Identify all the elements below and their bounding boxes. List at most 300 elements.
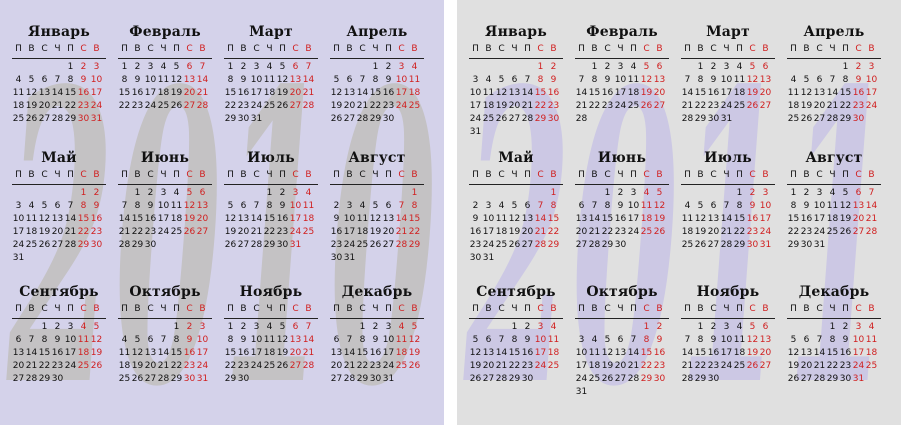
weekday-header: Ч: [372, 170, 379, 180]
day-cell: 24: [289, 227, 302, 237]
weekday-header: П: [385, 44, 392, 54]
day-cell: 19: [25, 101, 38, 111]
weekday-header: П: [790, 304, 797, 314]
day-cell: 24: [759, 227, 772, 237]
day-cell: 8: [829, 335, 836, 345]
day-cell: 23: [707, 361, 720, 371]
weekday-header-row: [118, 170, 212, 185]
day-cell: 15: [508, 348, 521, 358]
day-cell: 27: [521, 240, 534, 250]
day-cell: 3: [346, 201, 353, 211]
day-cell: 24: [720, 361, 733, 371]
day-cell: 9: [240, 335, 247, 345]
weekday-header: Ч: [829, 304, 836, 314]
weekday-header: С: [398, 304, 405, 314]
day-cell: 15: [839, 88, 852, 98]
day-cell: 17: [720, 88, 733, 98]
day-cell: 15: [38, 348, 51, 358]
day-cell: 5: [842, 188, 849, 198]
day-cell: 4: [398, 322, 405, 332]
day-cell: 18: [157, 88, 170, 98]
day-cell: 5: [411, 322, 418, 332]
day-cell: 22: [356, 361, 369, 371]
day-cell: 26: [38, 240, 51, 250]
day-cell: 23: [51, 361, 64, 371]
weekday-header: С: [359, 44, 366, 54]
weekday-header: Ч: [160, 304, 167, 314]
day-cell: 4: [411, 62, 418, 72]
day-grid: [118, 62, 212, 152]
day-cell: 3: [67, 322, 74, 332]
day-cell: 25: [157, 101, 170, 111]
day-cell: 3: [253, 322, 260, 332]
day-cell: 3: [617, 62, 624, 72]
day-cell: 23: [131, 101, 144, 111]
day-cell: 28: [250, 240, 263, 250]
day-cell: 13: [196, 201, 209, 211]
day-cell: 26: [653, 227, 666, 237]
day-cell: 22: [77, 227, 90, 237]
day-cell: 26: [601, 374, 614, 384]
day-cell: 6: [292, 322, 299, 332]
month-name: Июнь: [140, 150, 190, 166]
day-cell: 31: [196, 374, 209, 384]
day-cell: 11: [302, 201, 315, 211]
day-cell: 1: [372, 62, 379, 72]
day-cell: 1: [511, 322, 518, 332]
day-cell: 24: [627, 227, 640, 237]
weekday-header-row: [575, 170, 669, 185]
day-cell: 20: [759, 348, 772, 358]
day-cell: 10: [250, 335, 263, 345]
day-cell: 7: [121, 201, 128, 211]
day-cell: 17: [12, 227, 25, 237]
day-cell: 16: [144, 214, 157, 224]
day-cell: 21: [588, 227, 601, 237]
day-cell: 14: [302, 75, 315, 85]
weekday-header: С: [749, 44, 756, 54]
day-grid: [224, 62, 318, 152]
weekday-header: П: [684, 170, 691, 180]
day-cell: 19: [694, 227, 707, 237]
day-cell: 26: [276, 101, 289, 111]
day-cell: 31: [12, 253, 25, 263]
day-cell: 11: [733, 75, 746, 85]
day-cell: 22: [601, 227, 614, 237]
day-cell: 8: [697, 75, 704, 85]
day-cell: 4: [160, 62, 167, 72]
day-cell: 21: [51, 101, 64, 111]
weekday-header: Ч: [54, 44, 61, 54]
weekday-header: П: [173, 304, 180, 314]
day-cell: 29: [131, 240, 144, 250]
day-cell: 30: [653, 374, 666, 384]
day-cell: 12: [330, 88, 343, 98]
day-cell: 2: [803, 188, 810, 198]
day-cell: 30: [144, 240, 157, 250]
day-cell: 10: [813, 201, 826, 211]
day-cell: 6: [199, 188, 206, 198]
day-cell: 17: [720, 348, 733, 358]
day-cell: 18: [482, 101, 495, 111]
day-cell: 30: [77, 114, 90, 124]
day-cell: 26: [839, 227, 852, 237]
day-grid: [330, 62, 424, 152]
day-cell: 14: [25, 348, 38, 358]
day-cell: 19: [746, 348, 759, 358]
day-cell: 26: [746, 101, 759, 111]
day-cell: 4: [15, 75, 22, 85]
day-cell: 27: [382, 240, 395, 250]
day-cell: 9: [617, 201, 624, 211]
day-cell: 11: [408, 75, 421, 85]
day-cell: 16: [547, 88, 560, 98]
day-cell: 9: [279, 201, 286, 211]
weekday-header: В: [803, 170, 810, 180]
month-name: Июль: [704, 150, 752, 166]
day-cell: 7: [199, 62, 206, 72]
month-name: Январь: [485, 24, 547, 40]
day-cell: 27: [183, 101, 196, 111]
day-cell: 21: [813, 361, 826, 371]
day-cell: 26: [800, 114, 813, 124]
day-cell: 29: [356, 374, 369, 384]
month-name: Октябрь: [586, 284, 658, 300]
day-cell: 29: [601, 240, 614, 250]
day-cell: 19: [495, 101, 508, 111]
weekday-header: П: [15, 170, 22, 180]
day-cell: 3: [723, 62, 730, 72]
day-cell: 25: [588, 374, 601, 384]
day-cell: 26: [131, 374, 144, 384]
day-cell: 5: [790, 335, 797, 345]
day-cell: 9: [749, 201, 756, 211]
day-cell: 1: [697, 322, 704, 332]
weekday-header: П: [67, 304, 74, 314]
day-cell: 8: [134, 201, 141, 211]
weekday-header: П: [736, 170, 743, 180]
weekday-header: С: [710, 170, 717, 180]
day-cell: 30: [852, 114, 865, 124]
calendar-2011-panel: [457, 0, 901, 425]
day-cell: 27: [759, 361, 772, 371]
day-cell: 20: [330, 361, 343, 371]
day-cell: 22: [131, 227, 144, 237]
day-cell: 1: [842, 62, 849, 72]
weekday-header: Ч: [829, 44, 836, 54]
day-cell: 3: [868, 62, 875, 72]
weekday-header: В: [656, 170, 663, 180]
day-cell: 4: [591, 335, 598, 345]
day-cell: 22: [224, 101, 237, 111]
weekday-header: П: [227, 170, 234, 180]
day-cell: 7: [253, 201, 260, 211]
day-cell: 15: [640, 348, 653, 358]
day-cell: 1: [591, 62, 598, 72]
day-cell: 25: [547, 361, 560, 371]
weekday-header: Ч: [723, 44, 730, 54]
day-cell: 10: [343, 214, 356, 224]
day-cell: 12: [90, 335, 103, 345]
day-cell: 22: [118, 101, 131, 111]
day-cell: 8: [550, 201, 557, 211]
day-grid: [12, 62, 106, 152]
day-cell: 4: [266, 322, 273, 332]
day-cell: 27: [343, 114, 356, 124]
day-cell: 15: [694, 348, 707, 358]
day-cell: 3: [292, 188, 299, 198]
day-cell: 6: [54, 201, 61, 211]
weekday-header: С: [253, 170, 260, 180]
weekday-header: В: [411, 170, 418, 180]
day-cell: 2: [855, 62, 862, 72]
weekday-header: В: [697, 170, 704, 180]
day-cell: 12: [839, 201, 852, 211]
day-cell: 17: [250, 348, 263, 358]
day-cell: 6: [385, 201, 392, 211]
day-cell: 27: [51, 240, 64, 250]
day-cell: 23: [852, 101, 865, 111]
day-grid: [787, 322, 881, 412]
day-cell: 4: [643, 188, 650, 198]
day-cell: 11: [263, 75, 276, 85]
day-cell: 11: [395, 335, 408, 345]
day-cell: 26: [170, 101, 183, 111]
day-cell: 5: [803, 75, 810, 85]
day-cell: 18: [865, 348, 878, 358]
day-cell: 13: [813, 88, 826, 98]
day-cell: 2: [524, 322, 531, 332]
day-cell: 17: [865, 88, 878, 98]
day-cell: 28: [495, 374, 508, 384]
day-cell: 16: [131, 88, 144, 98]
day-cell: 12: [800, 88, 813, 98]
month-name: Октябрь: [129, 284, 201, 300]
weekday-header: В: [240, 170, 247, 180]
day-cell: 30: [51, 374, 64, 384]
day-cell: 16: [330, 227, 343, 237]
day-cell: 12: [25, 88, 38, 98]
day-cell: 12: [601, 348, 614, 358]
weekday-header: П: [524, 44, 531, 54]
day-cell: 28: [865, 227, 878, 237]
day-cell: 7: [723, 201, 730, 211]
day-cell: 22: [263, 227, 276, 237]
day-cell: 4: [359, 201, 366, 211]
day-cell: 18: [302, 214, 315, 224]
day-cell: 12: [276, 335, 289, 345]
month-name: Апрель: [346, 24, 408, 40]
weekday-header: В: [28, 304, 35, 314]
day-cell: 29: [534, 114, 547, 124]
day-cell: 30: [90, 240, 103, 250]
day-cell: 28: [302, 101, 315, 111]
weekday-header: С: [41, 44, 48, 54]
day-cell: 10: [144, 75, 157, 85]
weekday-header: В: [134, 304, 141, 314]
day-cell: 21: [250, 227, 263, 237]
day-cell: 21: [343, 361, 356, 371]
weekday-header: В: [550, 170, 557, 180]
day-cell: 9: [240, 75, 247, 85]
day-cell: 4: [80, 322, 87, 332]
day-cell: 10: [64, 335, 77, 345]
day-cell: 17: [157, 214, 170, 224]
day-cell: 25: [482, 114, 495, 124]
weekday-header: С: [398, 44, 405, 54]
weekday-header-row: [469, 170, 563, 185]
day-cell: 12: [408, 335, 421, 345]
day-cell: 14: [356, 88, 369, 98]
day-cell: 5: [227, 201, 234, 211]
day-cell: 30: [237, 374, 250, 384]
day-cell: 15: [118, 88, 131, 98]
day-cell: 28: [813, 374, 826, 384]
day-cell: 14: [720, 214, 733, 224]
day-cell: 24: [865, 101, 878, 111]
day-cell: 26: [640, 101, 653, 111]
day-cell: 5: [41, 201, 48, 211]
day-cell: 15: [547, 214, 560, 224]
day-cell: 5: [643, 62, 650, 72]
day-grid: [118, 322, 212, 412]
day-cell: 8: [591, 75, 598, 85]
day-cell: 13: [237, 214, 250, 224]
weekday-header: С: [816, 44, 823, 54]
day-cell: 15: [263, 214, 276, 224]
day-cell: 5: [697, 201, 704, 211]
day-cell: 3: [537, 322, 544, 332]
day-cell: 4: [266, 62, 273, 72]
day-cell: 16: [521, 348, 534, 358]
day-cell: 28: [25, 374, 38, 384]
day-cell: 3: [816, 188, 823, 198]
weekday-header: П: [15, 304, 22, 314]
day-cell: 19: [224, 227, 237, 237]
weekday-header-row: [12, 170, 106, 185]
day-cell: 23: [369, 361, 382, 371]
weekday-header: П: [227, 304, 234, 314]
day-cell: 5: [93, 322, 100, 332]
day-cell: 3: [93, 62, 100, 72]
weekday-header: П: [279, 304, 286, 314]
month-name: Сентябрь: [19, 284, 99, 300]
weekday-header: В: [411, 44, 418, 54]
day-cell: 2: [385, 62, 392, 72]
weekday-header-row: [330, 170, 424, 185]
day-cell: 1: [736, 188, 743, 198]
weekday-header: В: [199, 44, 206, 54]
day-cell: 28: [64, 240, 77, 250]
day-grid: [469, 322, 563, 412]
day-cell: 7: [305, 322, 312, 332]
day-cell: 13: [521, 214, 534, 224]
day-cell: 29: [224, 114, 237, 124]
day-cell: 22: [170, 361, 183, 371]
day-cell: 31: [720, 114, 733, 124]
weekday-header: П: [790, 44, 797, 54]
day-cell: 13: [653, 75, 666, 85]
day-cell: 23: [90, 227, 103, 237]
day-grid: [224, 188, 318, 278]
weekday-header: П: [67, 170, 74, 180]
day-cell: 25: [263, 361, 276, 371]
day-cell: 29: [547, 240, 560, 250]
day-cell: 8: [227, 75, 234, 85]
day-cell: 28: [395, 240, 408, 250]
day-cell: 15: [588, 88, 601, 98]
day-cell: 3: [160, 188, 167, 198]
weekday-header: П: [842, 304, 849, 314]
day-cell: 11: [157, 75, 170, 85]
weekday-header: Ч: [723, 304, 730, 314]
day-cell: 3: [630, 188, 637, 198]
day-cell: 9: [134, 75, 141, 85]
weekday-header: В: [485, 44, 492, 54]
day-cell: 29: [170, 374, 183, 384]
weekday-header: С: [537, 170, 544, 180]
day-cell: 5: [134, 335, 141, 345]
day-cell: 6: [240, 201, 247, 211]
weekday-header: Ч: [54, 170, 61, 180]
weekday-header-row: [118, 44, 212, 59]
day-cell: 22: [224, 361, 237, 371]
weekday-header: В: [305, 170, 312, 180]
day-cell: 2: [710, 62, 717, 72]
weekday-header: П: [630, 44, 637, 54]
day-cell: 18: [495, 227, 508, 237]
day-cell: 20: [289, 88, 302, 98]
day-cell: 20: [196, 214, 209, 224]
day-cell: 4: [736, 62, 743, 72]
day-cell: 15: [131, 214, 144, 224]
day-cell: 13: [289, 335, 302, 345]
day-cell: 25: [627, 101, 640, 111]
day-cell: 3: [147, 62, 154, 72]
day-cell: 7: [684, 335, 691, 345]
day-cell: 2: [240, 322, 247, 332]
day-cell: 4: [736, 322, 743, 332]
day-cell: 8: [227, 335, 234, 345]
day-cell: 5: [511, 201, 518, 211]
day-cell: 27: [482, 374, 495, 384]
day-cell: 25: [681, 240, 694, 250]
weekday-header: В: [199, 304, 206, 314]
day-cell: 12: [653, 201, 666, 211]
weekday-header: П: [578, 304, 585, 314]
day-cell: 3: [723, 322, 730, 332]
day-cell: 7: [305, 62, 312, 72]
month-name: Март: [249, 24, 293, 40]
weekday-header: В: [762, 44, 769, 54]
weekday-header: В: [305, 44, 312, 54]
day-cell: 17: [813, 214, 826, 224]
day-cell: 12: [787, 348, 800, 358]
day-cell: 21: [395, 227, 408, 237]
day-cell: 4: [121, 335, 128, 345]
day-cell: 25: [395, 361, 408, 371]
day-cell: 31: [90, 114, 103, 124]
day-cell: 11: [826, 201, 839, 211]
day-cell: 8: [67, 75, 74, 85]
weekday-header: В: [240, 44, 247, 54]
day-cell: 9: [855, 75, 862, 85]
day-cell: 24: [469, 114, 482, 124]
weekday-header: В: [762, 304, 769, 314]
day-cell: 16: [276, 214, 289, 224]
day-cell: 15: [534, 88, 547, 98]
weekday-header-row: [575, 44, 669, 59]
